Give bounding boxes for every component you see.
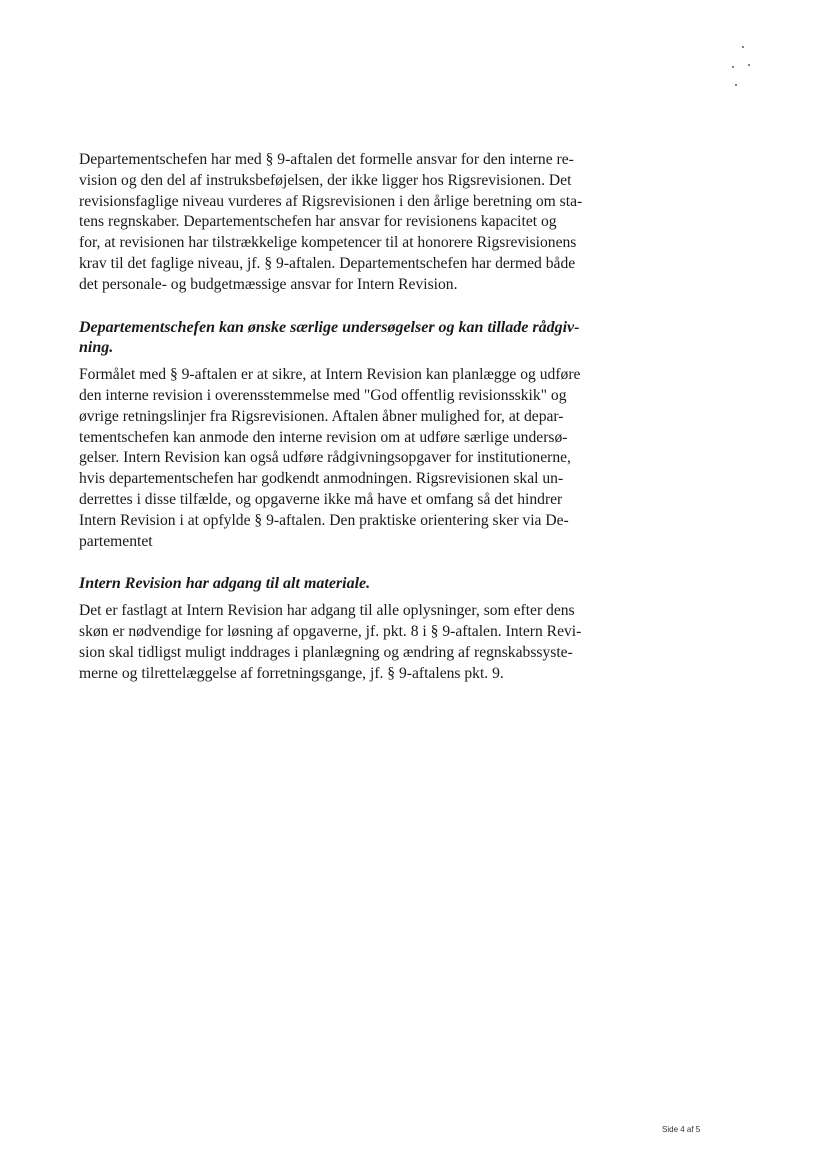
text-line: tementschefen kan anmode den interne revision om at udføre særlige undersø- xyxy=(79,428,568,446)
text-line: Departementschefen har med § 9-aftalen det formelle ansvar for den interne re- xyxy=(79,151,574,168)
text-line: øvrige retningslinjer fra Rigsrevisionen. Aftalen åbner mulighed for, at depar- xyxy=(79,407,564,425)
paragraph-purpose xyxy=(79,365,624,552)
text-line: den interne revision i overensstemmelse med "God offentlig revisionsskik" og xyxy=(79,386,567,404)
text-line: for, at revisionen har tilstrækkelige kompetencer til at honorere Rigsrevisionens xyxy=(79,234,577,252)
section-heading-special-investigations xyxy=(79,318,624,360)
text-line: Det er fastlagt at Intern Revision har adgang til alle oplysninger, som efter dens xyxy=(79,602,575,620)
text-line: vision og den del af instruksbeføjelsen, der ikke ligger hos Rigsrevisionen. Det xyxy=(79,171,572,189)
text-line: det personale- og budgetmæssige ansvar for Intern Revision. xyxy=(79,275,458,293)
text-line: derrettes i disse tilfælde, og opgaverne ikke må have et omfang så det hindrer xyxy=(79,490,563,508)
paragraph-responsibility xyxy=(79,150,624,296)
text-line: skøn er nødvendige for løsning af opgaverne, jf. pkt. 8 i § 9-aftalen. Intern Revi- xyxy=(79,622,582,640)
text-line: hvis departementschefen har godkendt anmodningen. Rigsrevisionen skal un- xyxy=(79,470,564,488)
paragraph-access xyxy=(79,601,624,684)
text-line: Intern Revision i at opfylde § 9-aftalen. Den praktiske orientering sker via De- xyxy=(79,511,569,529)
text-line: revisionsfaglige niveau vurderes af Rigsrevisionen i den årlige beretning om sta- xyxy=(79,192,583,210)
text-line: gelser. Intern Revision kan også udføre rådgivningsopgaver for institutionerne, xyxy=(79,449,571,467)
text-line: partementet xyxy=(79,532,153,550)
heading-line: Intern Revision har adgang til alt materiale. xyxy=(79,575,371,593)
text-line: sion skal tidligst muligt inddrages i planlægning og ændring af regnskabssyste- xyxy=(79,643,573,661)
text-line: krav til det faglige niveau, jf. § 9-aftalen. Departementschefen har dermed både xyxy=(79,254,576,272)
text-line: Formålet med § 9-aftalen er at sikre, at Intern Revision kan planlægge og udføre xyxy=(79,366,581,384)
page-number: Side 4 af 5 xyxy=(662,1125,701,1134)
section-heading-access-to-material xyxy=(79,574,624,595)
text-line: merne og tilrettelæggelse af forretningsgange, jf. § 9-aftalens pkt. 9. xyxy=(79,664,504,682)
document-body xyxy=(79,150,624,684)
text-line: tens regnskaber. Departementschefen har ansvar for revisionens kapacitet og xyxy=(79,213,557,231)
heading-line: ning. xyxy=(79,339,114,357)
heading-line: Departementschefen kan ønske særlige undersøgelser og kan tillade rådgiv- xyxy=(79,318,580,336)
